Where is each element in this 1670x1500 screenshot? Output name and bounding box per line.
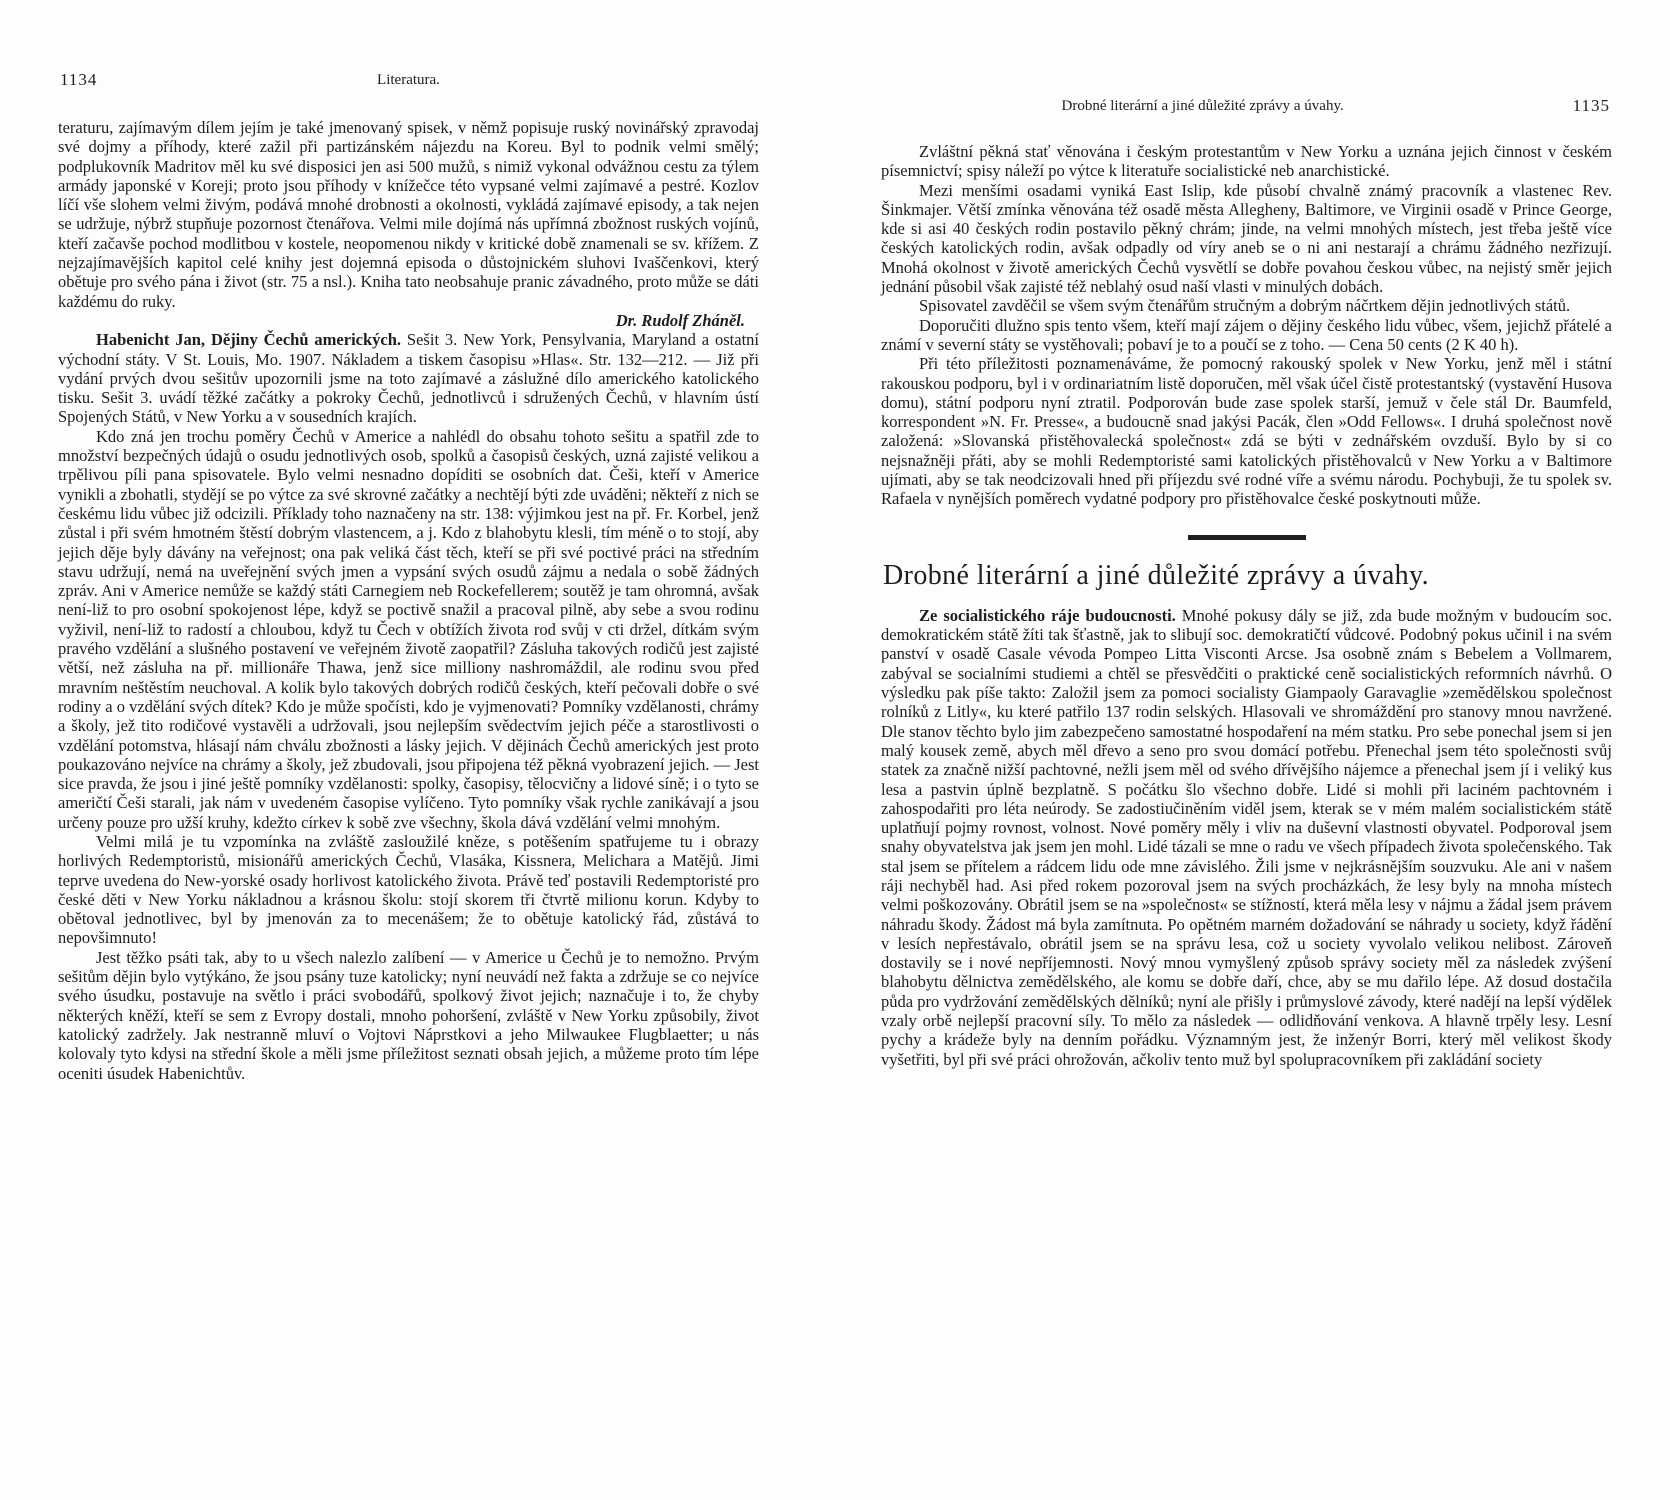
page-body-left <box>58 118 759 1083</box>
page-body-right <box>881 142 1612 1069</box>
page-number: 1134 <box>60 70 98 89</box>
paragraph: Velmi milá je tu vzpomínka na zvláště zasloužilé kněze, s potěšením spatřujeme tu i obrazy horlivých Redemptoristů, misionářů amerických Čechů, Vlasáka, Kissnera, Melichara a Matějů. Jimi teprve uvedena do New-yorské osady horlivost katolického života. Právě teď postavili Redemptoristé pro české děti v New Yorku nákladnou a krásnou školu: stojí skorem tři čtvrtě milionu korun. Kdyby to obětoval jednotlivec, byl by jmenován za to mecenášem; že to obětuje katolický řád, zůstává to nepovšimnuto! <box>58 831 759 948</box>
paragraph: Mezi menšími osadami vyniká East Islip, kde působí chvalně známý pracovník a vlastenec Rev. Šinkmajer. Větší zmínka věnována též osadě města Allegheny, Baltimore, ve Virginii osadě v Prince George, kde si asi 40 českých rodin postavilo pěkný chrám; jinde, na velmi mnohých místech, jest třeba ještě více českých katolických rodin, avšak odpadly od víry aneb se o ni ani nestarají a chrámu žádného nezřizují. Mnohá okolnost v životě amerických Čechů vysvětlí se dobře povahou českou vůbec, na nejistý směr jejich jednání působil však zajisté též neblahý osud naší vlasti v minulých dobách. <box>881 180 1612 297</box>
paragraph: Při této příležitosti poznamenáváme, že pomocný rakouský spolek v New Yorku, jenž měl i státní rakouskou podporu, byl i v ordinariatním listě doporučen, měl však účel čistě protestantský (vystavění Husova domu), státní podporu nyní ztratil. Podporován bude zase spolek starší, jemuž v čele stál Dr. Baumfeld, korrespondent »N. Fr. Presse«, a budoucně snad jakýsi Pacák, člen »Odd Fellows«. I druhá společnost nově založená: »Slovanská přistěhovalecká společnost« zdá se býti v zednářském ovzduší. Bylo by si co nejsnažněji přáti, aby se mohli Redemptoristé sami katolických přistěhovalců v New Yorku a v Baltimore ujímati, aby se tak neodcizovali hned při příjezdu své rodné víře a svému národu. Pochybuji, že tu spolek sv. Rafaela v nynějších poměrech vydatné podpory pro přistěhovalce české poskytnouti může. <box>881 354 1612 509</box>
paragraph: Jest těžko psáti tak, aby to u všech nalezlo zalíbení — v Americe u Čechů je to nemožno. Prvým sešitům dějin bylo vytýkáno, že jsou psány tuze katolicky; nyní neuvádí než fakta a zdržuje se co nejvíce svého úsudku, postavuje na světlo i práci svobodářů, spolkový život jejich; naznačuje i to, že chyby některých kněží, kteří se sem z Evropy dostali, mnoho pohoršení, zvláště v New Yorku způsobily, život katolický zadržely. Jak nestranně mluví o Vojtovi Náprstkovi a jeho Milwaukee Flugblaetter; u nás kolovaly tyto kdysi na střední škole a měli jsme příležitost seznati obsah jejich, a můžeme proto tím lépe oceniti úsudek Habenichtův. <box>58 947 759 1083</box>
section-heading: Drobné literární a jiné důležité zprávy a úvahy. <box>883 559 1430 591</box>
paragraph: Spisovatel zavděčil se všem svým čtenářům stručným a dobrým náčrtkem dějin jednotlivých států. <box>919 296 1571 316</box>
page-right <box>835 0 1670 1500</box>
paragraph: Zvláštní pěkná stať věnována i českým protestantům v New Yorku a uznána jejich činnost v českém písemnictví; spisy náleží po výtce k literatuře socialistické neb anarchistické. <box>881 142 1612 181</box>
paragraph-lead: Habenicht Jan, Dějiny Čechů amerických. <box>96 330 402 350</box>
paragraph-text: Mnohé pokusy dály se již, zda bude možným v budoucím soc. demokratickém státě žíti tak šťastně, jak to slibují soc. demokratičtí vůdcové. Podobný pokus učinil i na svém panství v osadě Casale vévoda Pompeo Litta Visconti Arcse. Jsa osobně znám s Bebelem a Vollmarem, zabýval se socialními studiemi a chtěl se přesvědčiti o praktické ceně socialistických reformních návrhů. O výsledku pak píše takto: Založil jsem za pomoci socialisty Giampaoly Garavaglie »zemědělskou společnost rolníků z Litly«, ku které patřilo 137 rodin selských. Hlasovali ve shromáždění pro stanovy mnou navržené. Dle stanov těchto bylo jim zabezpečeno samostatné hospodaření na mém statku. Pro sebe ponechal jsem si jen malý kousek země, abych měl dřevo a seno pro svou domácí potřebu. Přenechal jsem této společnosti svůj statek za značně nižší pachtovné, nežli jsem měl od svého dřívějšího nájemce a přenechal jsem jí i veliký kus lesa a pastvin úplně bezplatně. S počátku šlo všechno dobře. Lidé si mohli při laciném pachtovném i zahospodařiti pro léta neúrody. Se zadostiučiněním viděl jsem, kterak se v mém malém socialistickém státě uplatňují pojmy rovnost, volnost. Nové poměry měly i vliv na duševní vlastnosti obyvatel. Podporoval jsem snahy obyvatelstva jak jsem jen mohl. Lidé tázali se mne o radu ve všech případech života společenského. Tak stal jsem se přítelem a rádcem lidu ode mne závislého. Žili jsme v nejkrásnějším souzvuku. Ale ani v našem ráji nechyběl had. Asi před rokem pozoroval jsem na svých procházkách, že lesy byly na mnoha místech velmi poškozovány. Obrátil jsem se na »společnost« se stížností, která měla lesy v nájmu a žádal jsem právem náhradu škody. Žádost má byla zamítnuta. Po opětném marném dožadování se náhrady u society, když řádění v lesích nepřestávalo, obrátil jsem se na správu lesa, což u society vyvolalo velikou nelibost. Zároveň dostavily se i nové nepříjemnosti. Nový mnou vymyšlený způsob správy society měl za následek zvýšení blahobytu dělnictva zemědělského, ale komu se dobře daří, chce, aby se mu dařilo lépe. Až dosud dostačila půda pro vydržování zemědělských dělníků; nyní ale přišly i průmyslové závody, které nadějí na lepší výdělek vzaly orbě nejlepší pracovní síly. To mělo za následek — odlidňování venkova. A hlavně trpěly lesy. Lesní pychy a krádeže byly na denním pořádku. Významným jest, že inženýr Borri, který měl velikost škody vyšetřiti, byl při své práci ohrožován, ačkoliv tento muž byl spolupracovníkem při zakládání society <box>881 605 1612 1069</box>
paragraph <box>881 606 1612 1069</box>
paragraph <box>58 330 759 426</box>
page-number: 1135 <box>1572 96 1610 115</box>
page-header-right <box>881 96 1612 120</box>
paragraph-lead: Ze socialistického ráje budoucnosti. <box>919 605 1176 625</box>
page-header-left <box>58 70 759 94</box>
running-title: Drobné literární a jiné důležité zprávy a úvahy. <box>1061 98 1344 114</box>
paragraph: Doporučiti dlužno spis tento všem, kteří mají zájem o dějiny českého lidu vůbec, všem, jejichž přátelé a známí v severní státy se vystěhovali; pobaví je to a poučí se z toho. — Cena 50 cents (2 K 40 h). <box>881 315 1612 354</box>
section-divider <box>1188 535 1306 540</box>
paragraph: teraturu, zajímavým dílem jejím je také jmenovaný spisek, v němž popisuje ruský novinářský zpravodaj své dojmy a příhody, které zažil při partizánském nájezdu na Koreu. Byl to podnik velmi smělý; podplukovník Madritov měl ku své disposici jen asi 500 mužů, s nimiž vykonal odvážnou cestu za týlem armády japonské v Koreji; proto jsou příhody v knížečce této vypsané velmi zajímavé a pestré. Kozlov líčí vše slohem velmi živým, podává mnohé drobnosti a okolnosti, vykládá zajímavé episody, a tak nejen se udržuje, nýbrž stupňuje pozornost čtenářova. Velmi mile dojímá nás upřímná zbožnost ruských vojínů, kteří začavše pochod modlitbou v kostele, neopomenou nikdy v kritické době znamenali se sv. křížem. Z nejzajímavějších kapitol celé knihy jest dojemná episoda o důstojnickém sluhovi Ivaščenkovi, který obětuje pro svého pána i život (str. 75 a nsl.). Kniha tato neobsahuje pranic závadného, proto může se dáti každému do ruky. <box>58 118 759 311</box>
paragraph: Kdo zná jen trochu poměry Čechů v Americe a nahlédl do obsahu tohoto sešitu a spatřil zde to množství bezpečných údajů o osudu jednotlivých osob, spolků a časopisů českých, uzná zajisté velikou a trpělivou píli pana spisovatele. Bylo velmi nesnadno dopíditi se osobních dat. Češi, kteří v Americe vynikli a zbohatli, stydějí se po výtce za své skrovné začátky a nechtějí býti zde uváděni; někteří z nich se českému lidu vůbec již odcizili. Příklady toho naznačeny na str. 138: výjimkou jest na př. Fr. Korbel, jenž zůstal i při svém hmotném štěstí dobrým vlastencem, a j. Kdo z blahobytu klesli, tím méně o to stojí, aby jejich děje byly dávány na veřejnost; ona pak veliká část těch, kteří se při své poctivé práci na středním stavu udržují, nemá na uveřejnění svých jmen a vypsání svých osudů zájmu a nedala o sobě žádných zpráv. Ani v Americe nemůže se každý státi Carnegiem neb Rockefellerem; soutěž je tam ohromná, avšak není-liž to pro osobní spokojenost lépe, když se poctivě snažil a pracoval pilně, aby sebe a svou rodinu vyživil, není-liž to radostí a chloubou, když tu Čech v obtížích života rod svůj v cti držel, dítkám svým pravého vzdělání a slušného postavení ve veřejném životě zaopatřil? Zásluha takových rodičů jest zajisté větší, než zásluha na př. millionáře Thawa, jenž sice milliony nashromáždil, ale rodinu svou před mravním neštěstím neuchoval. A kolik bylo takových dobrých rodičů českých, kteří pečovali dobře o své rodiny a o vzdělání svých dítek? Kdo je může spočísti, kdo je vyjmenovati? Pomníky vzdělanosti, chrámy a školy, jež tito rodičové vystavěli a udržovali, jsou nejlepším svědectvím jejich péče a starostlivosti o vzdělání potomstva, hlásají nám chválu zbožnosti a lásky jejich. V dějinách Čechů amerických jest proto poukazováno nejvíce na chrámy a školy, jež zbudovali, jsou připojena též pěkná vyobrazení jejich. — Jest sice pravda, že jsou i jiné ještě pomníky vzdělanosti: spolky, časopisy, tělocvičny a lidové síně; i o tyto se američtí Češi starali, jak nám v uvedeném časopise vylíčeno. Tyto pomníky však rychle zanikávají a jsou určeny pouze pro užší kruhy, kdežto církev k sobě zve všechny, škola dává vzdělání velmi mnohým. <box>58 426 759 832</box>
running-title: Literatura. <box>377 72 440 88</box>
review-signature: Dr. Rudolf Zháněl. <box>615 310 745 330</box>
paragraph-text: Sešit 3. New York, Pensylvania, Maryland a ostatní východní státy. V St. Louis, Mo. 1907. Nákladem a tiskem časopisu »Hlas«. Str. 132—212. — Již při vydání prvých dvou sešitův upozornili jsme na toto zajímavé a záslužné dílo amerického katolického tisku. Sešit 3. uvádí těžké začátky a pokroky Čechů, jednotlivců i sdružených Čechů, v hlavním ústí Spojených Států, v New Yorku a v sousedních krajích. <box>58 330 759 427</box>
